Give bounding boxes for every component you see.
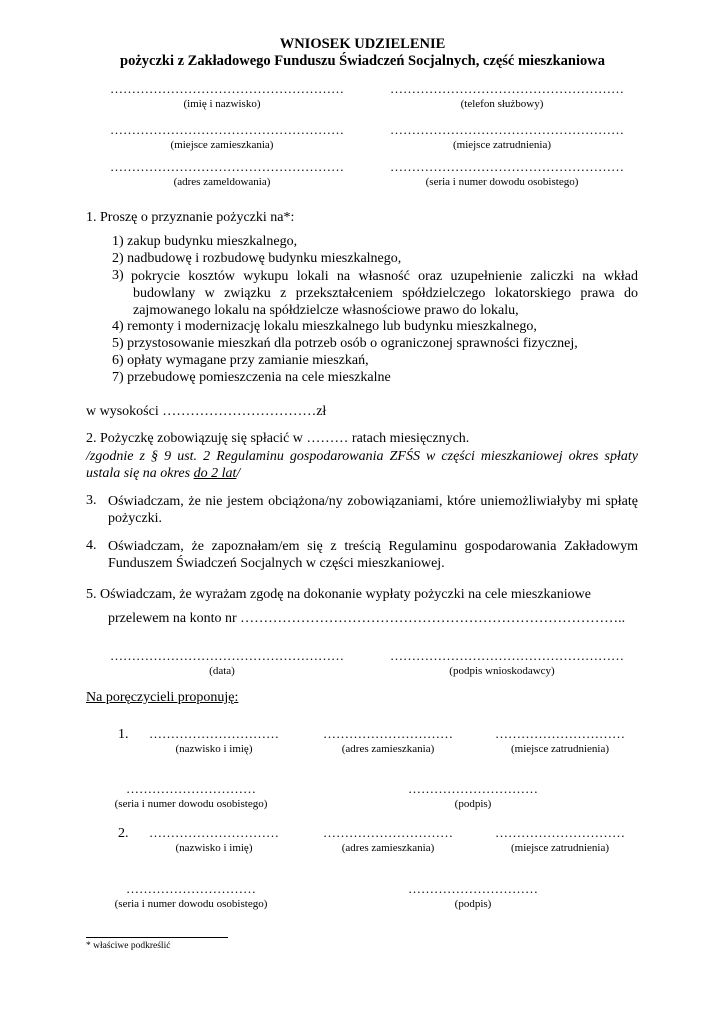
- guarantors-heading: Na poręczycieli proponuję:: [86, 690, 239, 705]
- loan-purpose-4: 4) remonty i modernizację lokalu mieszkalnego lub budynku mieszkalnego,: [112, 319, 537, 334]
- loan-purpose-1: 1) zakup budynku mieszkalnego,: [112, 234, 298, 249]
- section-2-text: 2. Pożyczkę zobowiązuję się spłacić w ……… ratach miesięcznych.: [86, 431, 470, 446]
- section-5-consent: 5. Oświadczam, że wyrażam zgodę na dokonanie wypłaty pożyczki na cele mieszkaniowe: [86, 587, 591, 602]
- section-3-number: 3.: [86, 493, 97, 508]
- guarantor-2-workplace-caption: (miejsce zatrudnienia): [510, 842, 610, 854]
- guarantor-2-workplace: [484, 826, 636, 855]
- phone-field-line: ………………………………………………: [390, 81, 624, 96]
- guarantor-2-name-caption: (nazwisko i imię): [175, 842, 253, 854]
- date-field: [110, 648, 344, 678]
- loan-purpose-5: 5) przystosowanie mieszkań dla potrzeb osób o ograniczonej sprawności fizycznej,: [112, 336, 578, 351]
- guarantor-2-address: [312, 826, 464, 855]
- phone-field-caption: (telefon służbowy): [460, 98, 544, 110]
- guarantor-1-workplace: [484, 727, 636, 756]
- guarantor-2-id-line: …………………………: [126, 881, 256, 896]
- date-field-caption: (data): [209, 665, 235, 677]
- footnote: * właściwe podkreślić: [86, 941, 171, 951]
- workplace-field: [390, 122, 624, 152]
- guarantor-2-id: [95, 882, 287, 911]
- registered-address-field: [110, 159, 344, 189]
- guarantor-1-address-caption: (adres zamieszkania): [341, 743, 435, 755]
- note-end: /: [236, 466, 241, 481]
- applicant-signature-caption: (podpis wnioskodawcy): [449, 665, 555, 677]
- guarantor-1-workplace-line: …………………………: [495, 726, 625, 741]
- guarantor-2-address-line: …………………………: [323, 825, 453, 840]
- document-subtitle: pożyczki z Zakładowego Funduszu Świadczeń Socjalnych, część mieszkaniowa: [120, 53, 605, 69]
- footnote-separator: [86, 937, 228, 938]
- loan-amount: w wysokości ……………………………zł: [86, 404, 327, 419]
- guarantor-1-name-line: …………………………: [149, 726, 279, 741]
- name-field-line: ………………………………………………: [110, 81, 344, 96]
- applicant-signature-line: ………………………………………………: [390, 648, 624, 663]
- loan-purpose-3-number: 3): [112, 268, 124, 283]
- residence-field-line: ………………………………………………: [110, 122, 344, 137]
- guarantor-2-signature-line: …………………………: [408, 881, 538, 896]
- section-5-account: przelewem na konto nr ………………………………………………………………………..: [108, 611, 626, 626]
- guarantor-1-address: [312, 727, 464, 756]
- document-title: WNIOSEK UDZIELENIE: [279, 36, 446, 52]
- guarantor-2-address-caption: (adres zamieszkania): [341, 842, 435, 854]
- section-4-text: Oświadczam, że zapoznałam/em się z treścią Regulaminu gospodarowania Zakładowym Funduszem Świadczeń Socjalnych w części mieszkaniowej.: [108, 539, 638, 571]
- registered-address-line: ………………………………………………: [110, 159, 344, 174]
- name-field: [110, 81, 344, 111]
- name-field-caption: (imię i nazwisko): [183, 98, 261, 110]
- guarantor-2-name-line: …………………………: [149, 825, 279, 840]
- guarantor-2-signature: [397, 882, 549, 911]
- note-start: /zgodnie z § 9 ust. 2 Regulaminu gospodarowania ZFŚS w części mieszkaniowej okres spłaty ustala się na okres: [86, 449, 638, 481]
- note-period: do 2 lat: [193, 466, 237, 481]
- date-field-line: ………………………………………………: [110, 648, 344, 663]
- loan-purpose-2: 2) nadbudowę i rozbudowę budynku mieszkalnego,: [112, 251, 402, 266]
- loan-purpose-3-body: pokrycie kosztów wykupu lokali na własność oraz uzupełnienie zaliczki na wkład budowlany w związku z przekształceniem spółdzielczego lokatorskiego prawa do zajmowanego lokalu na spółdzielcze własnościowe prawo do lokalu,: [131, 269, 638, 318]
- guarantor-1-signature-caption: (podpis): [454, 798, 492, 810]
- id-card-field-caption: (seria i numer dowodu osobistego): [425, 176, 579, 188]
- guarantor-1-number: 1.: [118, 727, 129, 742]
- loan-purpose-3-text: [133, 268, 638, 319]
- guarantor-1-signature: [397, 782, 549, 811]
- guarantor-1-signature-line: …………………………: [408, 781, 538, 796]
- loan-purpose-7: 7) przebudowę pomieszczenia na cele mieszkalne: [112, 370, 391, 385]
- guarantor-1-address-line: …………………………: [323, 726, 453, 741]
- applicant-signature-field: [390, 648, 624, 678]
- guarantor-1-workplace-caption: (miejsce zatrudnienia): [510, 743, 610, 755]
- section-4-number: 4.: [86, 538, 97, 553]
- guarantor-2-workplace-line: …………………………: [495, 825, 625, 840]
- residence-field: [110, 122, 344, 152]
- id-card-field-line: ………………………………………………: [390, 159, 624, 174]
- section-3-text: Oświadczam, że nie jestem obciążona/ny zobowiązaniami, które uniemożliwiałyby mi spłatę pożyczki.: [108, 494, 638, 526]
- guarantor-2-name: [138, 826, 290, 855]
- phone-field: [390, 81, 624, 111]
- loan-purpose-6: 6) opłaty wymagane przy zamianie mieszkań,: [112, 353, 369, 368]
- id-card-field: [390, 159, 624, 189]
- guarantor-1-id: [95, 782, 287, 811]
- workplace-field-caption: (miejsce zatrudnienia): [452, 139, 552, 151]
- guarantor-2-id-caption: (seria i numer dowodu osobistego): [114, 898, 268, 910]
- guarantor-2-number: 2.: [118, 826, 129, 841]
- registered-address-caption: (adres zameldowania): [173, 176, 271, 188]
- guarantor-1-name-caption: (nazwisko i imię): [175, 743, 253, 755]
- guarantor-2-signature-caption: (podpis): [454, 898, 492, 910]
- guarantor-1-id-line: …………………………: [126, 781, 256, 796]
- guarantor-1-name: [138, 727, 290, 756]
- guarantor-1-id-caption: (seria i numer dowodu osobistego): [114, 798, 268, 810]
- section-2-note: [86, 448, 638, 482]
- section-5-line1: [86, 587, 638, 603]
- workplace-field-line: ………………………………………………: [390, 122, 624, 137]
- section-1-lead: 1. Proszę o przyznanie pożyczki na*:: [86, 210, 295, 225]
- residence-field-caption: (miejsce zamieszkania): [170, 139, 274, 151]
